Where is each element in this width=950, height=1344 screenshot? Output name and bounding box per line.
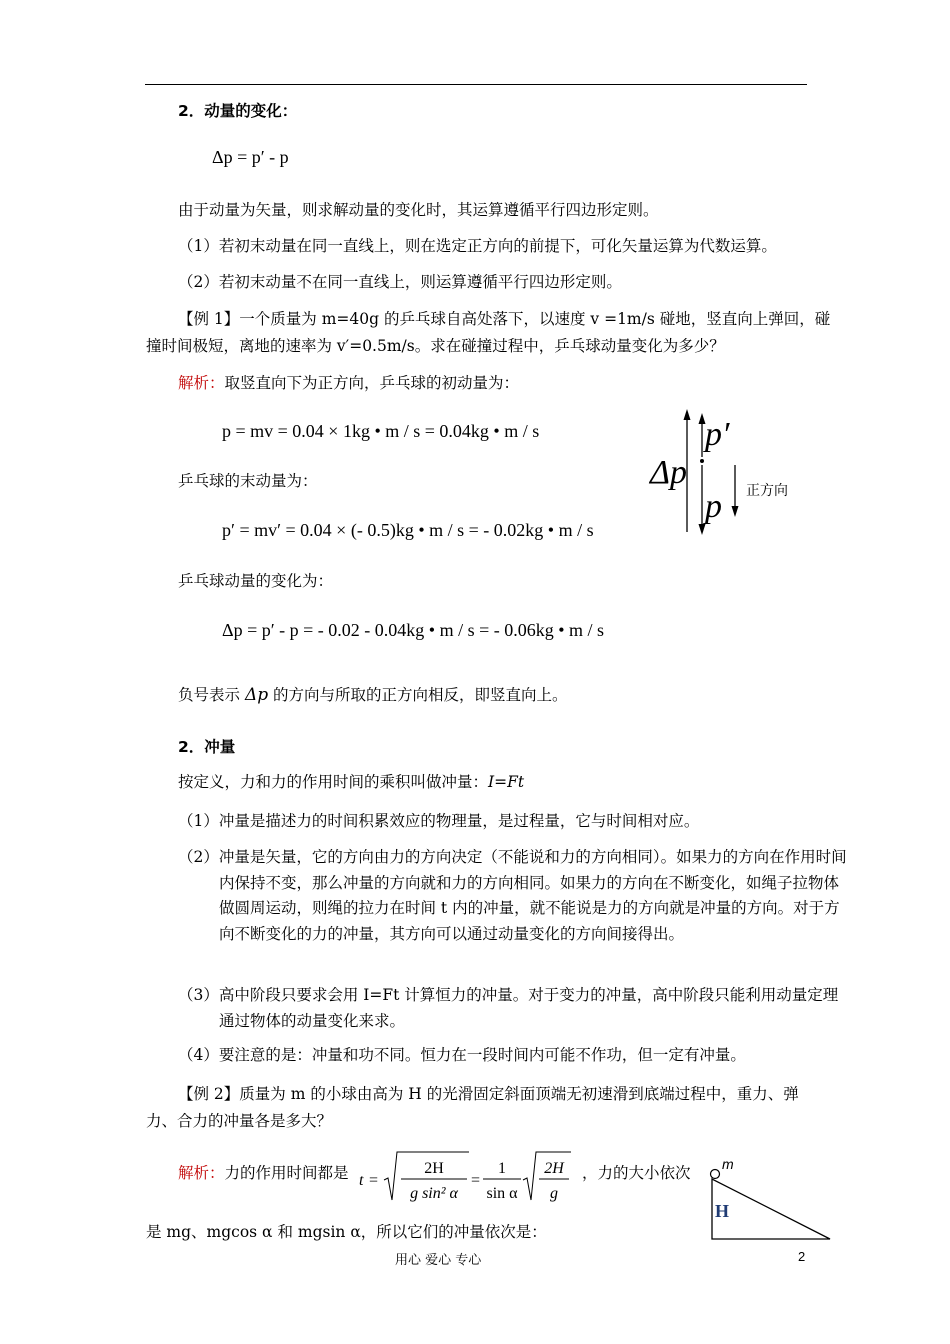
den-3: g [550,1185,558,1202]
solution1-text: 取竖直向下为正方向，乒乓球的初动量为： [224,374,520,392]
ball-circle [711,1170,720,1179]
momentum-vector-diagram [645,405,805,535]
text-vector-rule: 由于动量为矢量，则求解动量的变化时，其运算遵循平行四边形定则。 [178,201,659,219]
num-2: 1 [498,1160,506,1177]
incline-triangle [712,1179,830,1239]
den-2: sin α [486,1185,518,1202]
footer-center: 用心 爱心 专心 [395,1253,482,1268]
list-item-1: （1）若初末动量在同一直线上，则在选定正方向的前提下，可化矢量运算为代数运算。 [178,237,777,255]
impulse-definition: 按定义，力和力的作用时间的乘积叫做冲量：I=Ft [178,773,525,791]
example2-line2: 力、合力的冲量各是多大？ [146,1112,333,1130]
page-number: 2 [798,1249,806,1264]
positive-direction-arrowhead [732,506,739,517]
text-final-momentum: 乒乓球的末动量为： [178,472,318,490]
label-H: H [715,1201,730,1221]
impulse-item-4: （4）要注意的是：冲量和功不同。恒力在一段时间内可能不作功，但一定有冲量。 [178,1046,746,1064]
example2-line1: 【例 2】质量为 m 的小球由高为 H 的光滑固定斜面顶端无初速滑到底端过程中，重力、弹 [178,1085,799,1103]
solution2-line1: 解析：力的作用时间都是 [178,1164,349,1182]
delta-p-arrowhead [684,409,691,420]
header-rule [145,84,807,85]
text-sign-meaning: 负号表示 Δp 的方向与所取的正方向相反，即竖直向上。 [178,685,568,705]
impulse-item-2: （2）冲量是矢量，它的方向由力的方向决定（不能说和力的方向相同）。如果力的方向在作用时间内保持不变，那么冲量的方向就和力的方向相同。如果力的方向在不断变化，如绳子拉物体做圆周运动，则绳的拉力在时间 t 内的冲量，就不能说是力的方向就是冲量的方向。对于方向不断变化的力的冲量，其方向可以通过动量变化的方向间接得出。 [178,848,847,943]
formula-time [357,1148,582,1208]
p-arrowhead [699,524,706,535]
list-item-2: （2）若初末动量不在同一直线上，则运算遵循平行四边形定则。 [178,273,622,291]
formula-eq2: = [471,1172,481,1189]
formula-t: t [359,1172,364,1189]
solution2-text-b: ，力的大小依次 [582,1164,691,1182]
solution1-line [178,372,519,394]
label-positive-direction: 正方向 [746,483,788,499]
label-p: p [705,488,722,525]
solution-label: 解析： [178,374,225,392]
example1-line2: 撞时间极短，离地的速率为 v′=0.5m/s。求在碰撞过程中，乒乓球动量变化为多少？ [146,337,725,355]
equation-delta-p: Δp = p′ - p [212,147,289,167]
section-heading-impulse: 2．冲量 [178,738,236,756]
num-1: 2H [424,1160,444,1177]
label-m: m [722,1156,734,1172]
origin-dot [700,459,704,463]
den-1: g sin² α [410,1185,458,1202]
equation-initial-momentum: p = mv = 0.04 × 1kg • m / s = 0.04kg • m / s [222,421,540,441]
impulse-item-1: （1）冲量是描述力的时间积累效应的物理量，是过程量，它与时间相对应。 [178,812,700,830]
text-momentum-change: 乒乓球动量的变化为： [178,572,334,590]
incline-diagram [700,1155,840,1245]
section-heading-momentum-change: 2．动量的变化： [178,102,298,120]
impulse-item-3: （3）高中阶段只要求会用 I=Ft 计算恒力的冲量。对于变力的冲量，高中阶段只能利用动量定理通过物体的动量变化来求。 [178,986,839,1030]
example1-line1: 【例 1】一个质量为 m=40g 的乒乓球自高处落下，以速度 v =1m/s 碰地，竖直向上弹回，碰 [178,310,831,328]
label-p-prime: p′ [705,416,730,453]
equation-final-momentum: p′ = mv′ = 0.04 × (- 0.5)kg • m / s = - 0.02kg • m / s [222,520,594,540]
label-delta-p: Δp [650,454,687,491]
formula-eq1: = [369,1172,379,1189]
equation-momentum-change: Δp = p′ - p = - 0.02 - 0.04kg • m / s = - 0.06kg • m / s [222,620,605,640]
num-3: 2H [544,1160,564,1177]
solution2-line2: 是 mg、mgcos α 和 mgsin α，所以它们的冲量依次是： [146,1223,547,1241]
